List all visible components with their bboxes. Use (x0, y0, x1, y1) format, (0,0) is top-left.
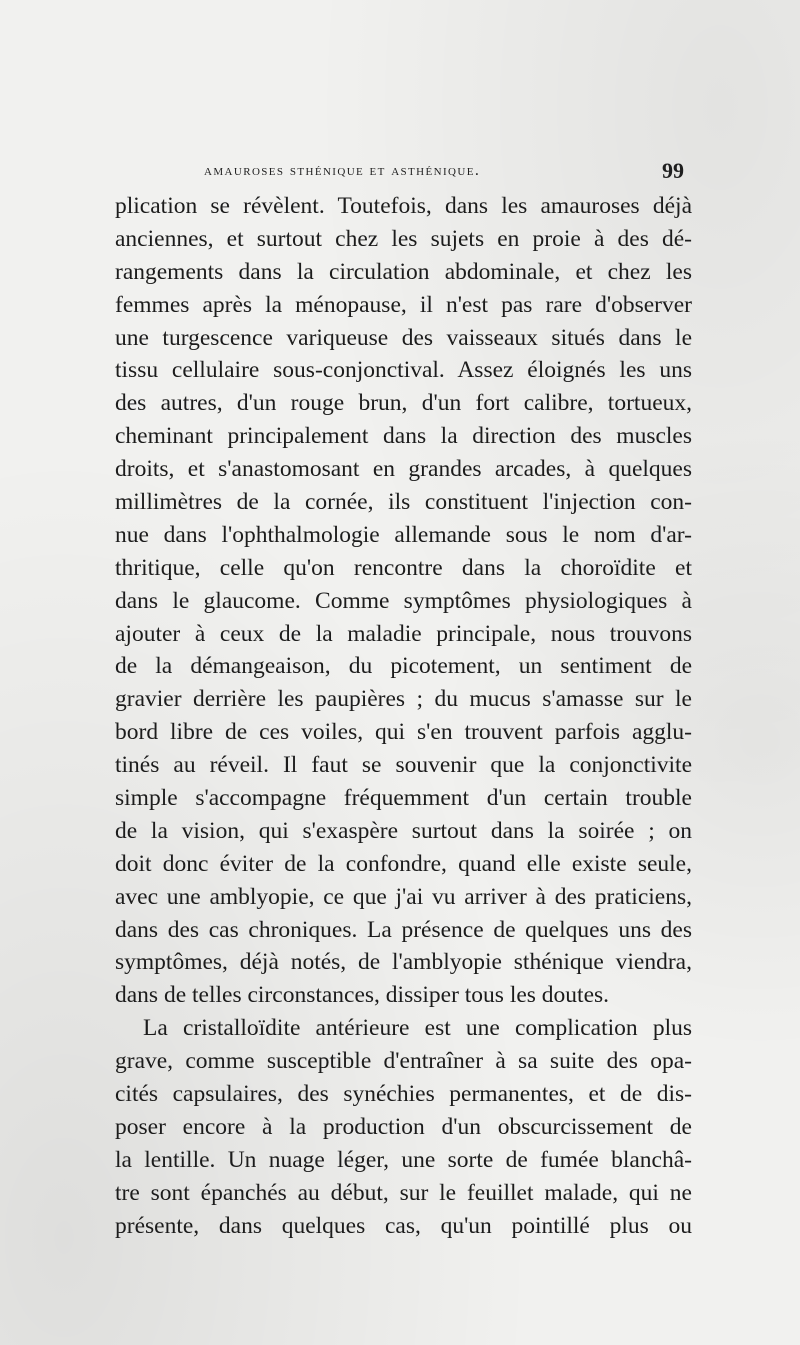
text-line: plication se révèlent. Toutefois, dans les amauroses déjà (115, 193, 692, 219)
text-line: anciennes, et surtout chez les sujets en proie à des dé- (115, 225, 692, 252)
text-line: de la démangeaison, du picotement, un sentiment de (115, 653, 692, 680)
text-line: de la vision, qui s'exaspère surtout dans la soirée ; on (115, 817, 692, 844)
text-line: doit donc éviter de la confondre, quand elle existe seule, (115, 850, 692, 877)
text-line: millimètres de la cornée, ils constituent l'injection con- (115, 489, 692, 516)
text-line: tre sont épanchés au début, sur le feuillet malade, qui ne (115, 1179, 692, 1206)
body-text (115, 190, 692, 1243)
page-number: 99 (662, 158, 684, 183)
text-line: des autres, d'un rouge brun, d'un fort calibre, tortueux, (115, 390, 692, 417)
text-line: cheminant principalement dans la direction des muscles (115, 423, 692, 450)
text-line: droits, et s'anastomosant en grandes arcades, à quelques (115, 456, 692, 483)
text-line: femmes après la ménopause, il n'est pas rare d'observer (115, 291, 692, 318)
paragraph-start-line: La cristalloïdite antérieure est une complication plus (143, 1015, 692, 1042)
text-line: dans des cas chroniques. La présence de quelques uns des (115, 916, 692, 943)
text-line: dans le glaucome. Comme symptômes physiologiques à (115, 587, 692, 614)
text-line: symptômes, déjà notés, de l'amblyopie sthénique viendra, (115, 949, 692, 976)
text-line: ajouter à ceux de la maladie principale, nous trouvons (115, 620, 692, 647)
text-line: présente, dans quelques cas, qu'un pointillé plus ou (115, 1212, 692, 1239)
text-line: avec une amblyopie, ce que j'ai vu arriver à des praticiens, (115, 883, 692, 910)
text-line: simple s'accompagne fréquemment d'un certain trouble (115, 785, 692, 812)
text-line: grave, comme susceptible d'entraîner à sa suite des opa- (115, 1048, 692, 1075)
text-line: gravier derrière les paupières ; du mucus s'amasse sur le (115, 686, 692, 713)
text-line: bord libre de ces voiles, qui s'en trouvent parfois agglu- (115, 719, 692, 746)
page-header (204, 158, 694, 188)
text-line: tissu cellulaire sous-conjonctival. Assez éloignés les uns (115, 357, 692, 384)
text-line: cités capsulaires, des synéchies permanentes, et de dis- (115, 1081, 692, 1108)
text-line: la lentille. Un nuage léger, une sorte de fumée blanchâ- (115, 1146, 692, 1173)
text-line: une turgescence variqueuse des vaisseaux situés dans le (115, 324, 692, 351)
text-line: rangements dans la circulation abdominale, et chez les (115, 258, 692, 285)
text-line: thritique, celle qu'on rencontre dans la choroïdite et (115, 554, 692, 581)
paragraph-end-line: dans de telles circonstances, dissiper tous les doutes. (115, 982, 610, 1009)
text-line: nue dans l'ophthalmologie allemande sous le nom d'ar- (115, 521, 692, 548)
running-head: amauroses sthénique et asthénique. (204, 162, 481, 179)
text-line: poser encore à la production d'un obscurcissement de (115, 1113, 692, 1140)
text-line: tinés au réveil. Il faut se souvenir que la conjonctivite (115, 752, 692, 779)
